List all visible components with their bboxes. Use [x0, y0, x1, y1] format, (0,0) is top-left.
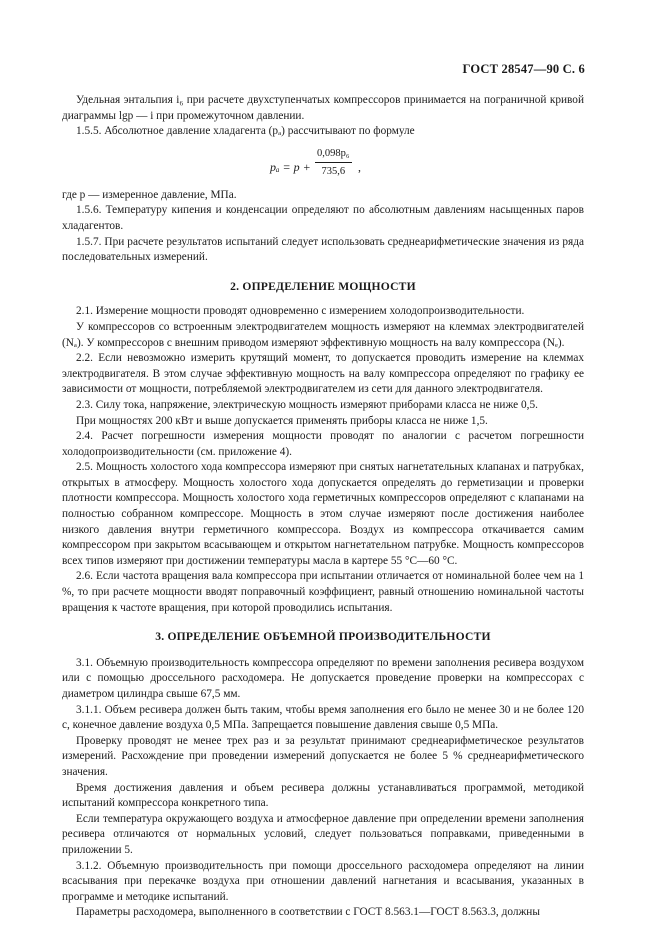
section-2-title: 2. ОПРЕДЕЛЕНИЕ МОЩНОСТИ [230, 279, 416, 293]
page-content [62, 93, 584, 921]
paragraph-1-5-5: 1.5.5. Абсолютное давление хладагента (pₐ) рассчитывают по формуле [76, 125, 415, 138]
paragraph-where-p: где p — измеренное давление, МПа. [62, 188, 237, 201]
paragraph-2-1: 2.1. Измерение мощности проводят одновременно с измерением холодопроизводительности. [76, 305, 525, 318]
paragraph-2-3: 2.3. Силу тока, напряжение, электрическую мощность измеряют приборами класса не ниже 0,5. [76, 398, 538, 411]
paragraph-2-4: 2.4. Расчет погрешности измерения мощности проводят по аналогии с расчетом погрешности холодопроизводительности (см. приложение 4). [62, 430, 584, 458]
paragraph-enthalpy: Удельная энтальпия i₆ при расчете двухступенчатых компрессоров принимается на пограничной кривой диаграммы lgp — i при промежуточном давлении. [62, 94, 584, 122]
paragraph-2-2: 2.2. Если невозможно измерить крутящий момент, то допускается проводить измерение на клеммах электродвигателя. В этом случае эффективную мощность на валу компрессора определяют по графику ее зависимости от мощности, потребляемой электродвигателем из сети для данного электродвигателя. [62, 352, 584, 396]
paragraph-3-1: 3.1. Объемную производительность компрессора определяют по времени заполнения ресивера воздухом или с помощью дроссельного расходомера. Не допускается проведение проверки на компрессорах с диаметром цилиндра свыше 67,5 мм. [62, 656, 584, 700]
paragraph-3-1-1-d: Если температура окружающего воздуха и атмосферное давление при определении времени заполнения ресивера отличаются от нормальных условий, следует пользоваться поправками, приведенными в приложении 5. [62, 812, 584, 856]
paragraph-3-1-2: 3.1.2. Объемную производительность при помощи дроссельного расходомера определяют на линии всасывания при перекачке воздуха при отношении давлений нагнетания и всасывания, указанных в программе и методике испытаний. [62, 859, 584, 903]
paragraph-3-1-1-c: Время достижения давления и объем ресивера должны устанавливаться программой, методикой испытаний компрессора конкретного типа. [62, 781, 584, 810]
paragraph-2-3-b: При мощностях 200 кВт и выше допускается применять приборы класса не ниже 1,5. [76, 414, 488, 427]
page-header: ГОСТ 28547—90 С. 6 [462, 62, 585, 76]
paragraph-2-6: 2.6. Если частота вращения вала компрессора при испытании отличается от номинальной более чем на 1 %, то при расчете мощности вводят поправочный коэффициент, равный отношению номинальной частоты вращения к частоте вращения, при которой проводились испытания. [62, 570, 584, 614]
paragraph-1-5-7: 1.5.7. При расчете результатов испытаний следует использовать среднеарифметические значения из ряда последовательных измерений. [62, 235, 584, 264]
paragraph-2-1-b: У компрессоров со встроенным электродвигателем мощность измеряют на клеммах электродвигателей (Nₐ). У компрессоров с внешним приводом измеряют эффективную мощность на валу компрессора (Nₑ). [62, 320, 584, 349]
pressure-formula [62, 140, 584, 188]
formula-numerator: 0,098p₆ [315, 146, 352, 164]
paragraph-3-1-1: 3.1.1. Объем ресивера должен быть таким, чтобы время заполнения его было не менее 30 и не более 120 с, конечное давление воздуха 0,5 МПа. Запрещается повышение давления свыше 0,5 МПа. [62, 703, 584, 732]
paragraph-3-1-1-b: Проверку проводят не менее трех раз и за результат принимают среднеарифметическое результатов измерений. Расхождение при проведении измерений допускается не более 5 % среднеарифметического значения. [62, 734, 584, 778]
formula-fraction [315, 146, 352, 180]
formula-denominator: 735,6 [321, 166, 346, 178]
section-3-title: 3. ОПРЕДЕЛЕНИЕ ОБЪЕМНОЙ ПРОИЗВОДИТЕЛЬНОСТИ [155, 630, 491, 644]
paragraph-1-5-6: 1.5.6. Температуру кипения и конденсации определяют по абсолютным давлениям насыщенных паров хладагентов. [62, 204, 584, 232]
formula-comma: , [358, 159, 361, 174]
paragraph-2-5: 2.5. Мощность холостого хода компрессора измеряют при снятых нагнетательных клапанах и патрубках, открытых в атмосферу. Мощность холостого хода допускается определять до герметизации и проверки плотности компрессора. Мощность холостого хода герметичных компрессоров определяют с клапанами на полностью собранном компрессоре. Мощность в этом случае измеряют после достижения наиболее низкого давления внутри герметичного компрессора. Воздух из компрессора откачивается самим компрессором при закрытом всасывающем и открытом нагнетательном патрубке. Мощность компрессоров всех типов измеряют при достижении температуры масла в картере 55 °С—60 °С. [62, 461, 584, 567]
paragraph-3-1-2-b: Параметры расходомера, выполненного в соответствии с ГОСТ 8.563.1—ГОСТ 8.563.3, должны [76, 906, 540, 919]
formula-lhs: pₐ = p + [270, 159, 311, 174]
